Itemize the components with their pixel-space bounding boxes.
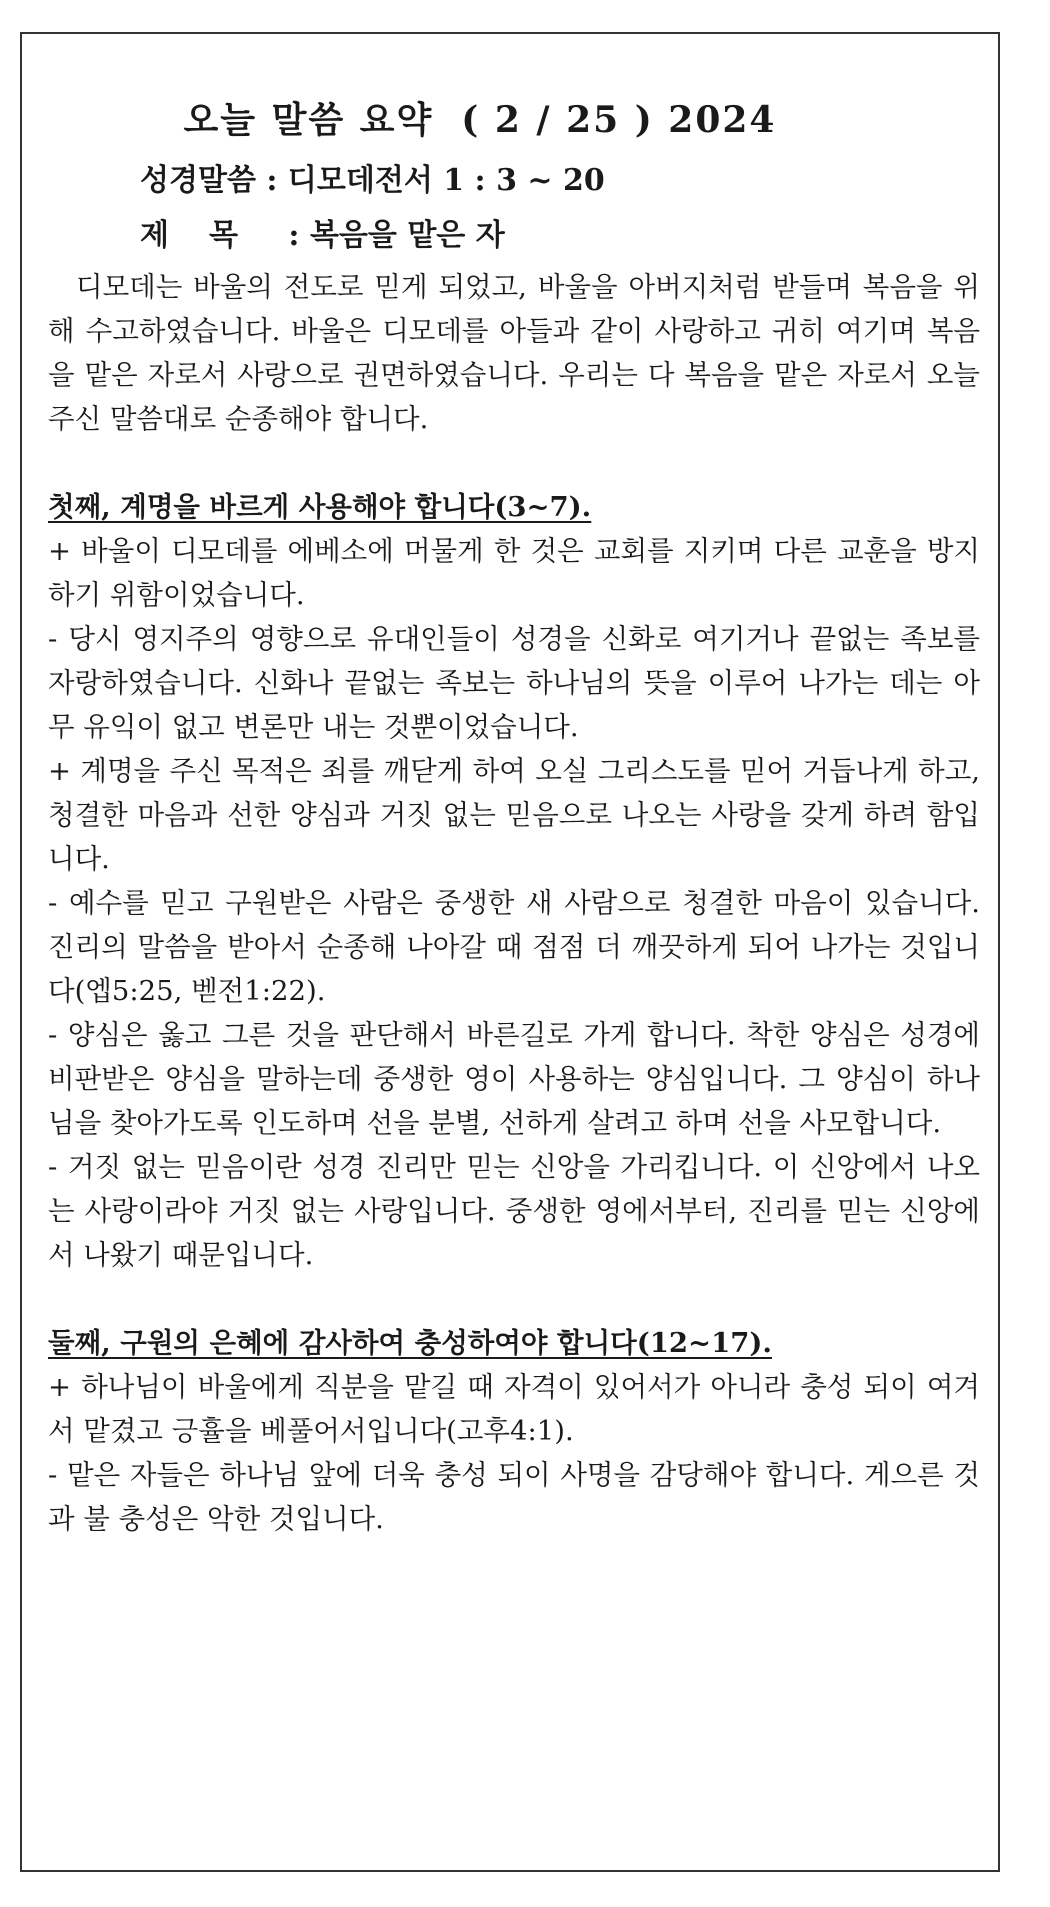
section-1-heading: 첫째, 계명을 바르게 사용해야 합니다(3~7). [48, 491, 592, 523]
section-1-paragraph: - 양심은 옳고 그른 것을 판단해서 바른길로 가게 합니다. 착한 양심은 성경에 비판받은 양심을 말하는데 중생한 영이 사용하는 양심입니다. 그 양심이 하나님을 찾아가도록 인도하며 선을 분별, 선하게 살려고 하며 선을 사모합니다. [48, 1019, 980, 1139]
section-1-paragraph: - 당시 영지주의 영향으로 유대인들이 성경을 신화로 여기거나 끝없는 족보를 자랑하였습니다. 신화나 끝없는 족보는 하나님의 뜻을 이루어 나가는 데는 아무 유익이 없고 변론만 내는 것뿐이었습니다. [48, 623, 980, 743]
section-1-paragraph: + 계명을 주신 목적은 죄를 깨닫게 하여 오실 그리스도를 믿어 거듭나게 하고, 청결한 마음과 선한 양심과 거짓 없는 믿음으로 나오는 사랑을 갖게 하려 함입니다. [48, 755, 980, 875]
page-title [0, 92, 960, 143]
intro-paragraph: 디모데는 바울의 전도로 믿게 되었고, 바울을 아버지처럼 받들며 복음을 위해 수고하였습니다. 바울은 디모데를 아들과 같이 사랑하고 귀히 여기며 복음을 맡은 자로서 사랑으로 권면하였습니다. 우리는 다 복음을 맡은 자로서 오늘 주신 말씀대로 순종해야 합니다. [48, 271, 980, 435]
title-date: ( 2 / 25 ) 2024 [461, 99, 777, 141]
subject-label: 제목 [140, 218, 278, 253]
section-1-paragraph: - 거짓 없는 믿음이란 성경 진리만 믿는 신앙을 가리킵니다. 이 신앙에서 나오는 사랑이라야 거짓 없는 사랑입니다. 중생한 영에서부터, 진리를 믿는 신앙에서 나왔기 때문입니다. [48, 1151, 980, 1271]
scripture-line [140, 155, 605, 199]
section-2-paragraph: + 하나님이 바울에게 직분을 맡길 때 자격이 있어서가 아니라 충성 되이 여겨서 맡겼고 긍휼을 베풀어서입니다(고후4:1). [48, 1371, 980, 1447]
section-2-paragraph: - 맡은 자들은 하나님 앞에 더욱 충성 되이 사명을 감당해야 합니다. 게으른 것과 불 충성은 악한 것입니다. [48, 1459, 980, 1535]
sermon-body [48, 265, 980, 1541]
title-text: 오늘 말씀 요약 [183, 99, 434, 141]
subject-line [140, 210, 505, 254]
subject-value: : 복음을 맡은 자 [288, 218, 505, 253]
section-2-heading: 둘째, 구원의 은혜에 감사하여 충성하여야 합니다(12~17). [48, 1327, 772, 1359]
scripture-label: 성경말씀 [140, 163, 256, 198]
section-1-paragraph: - 예수를 믿고 구원받은 사람은 중생한 새 사람으로 청결한 마음이 있습니다. 진리의 말씀을 받아서 순종해 나아갈 때 점점 더 깨끗하게 되어 나가는 것입니다(엡5:25, 벧전1:22). [48, 887, 980, 1007]
section-1-paragraph: + 바울이 디모데를 에베소에 머물게 한 것은 교회를 지키며 다른 교훈을 방지하기 위함이었습니다. [48, 535, 980, 611]
scripture-value: : 디모데전서 1 : 3 ~ 20 [266, 163, 605, 198]
